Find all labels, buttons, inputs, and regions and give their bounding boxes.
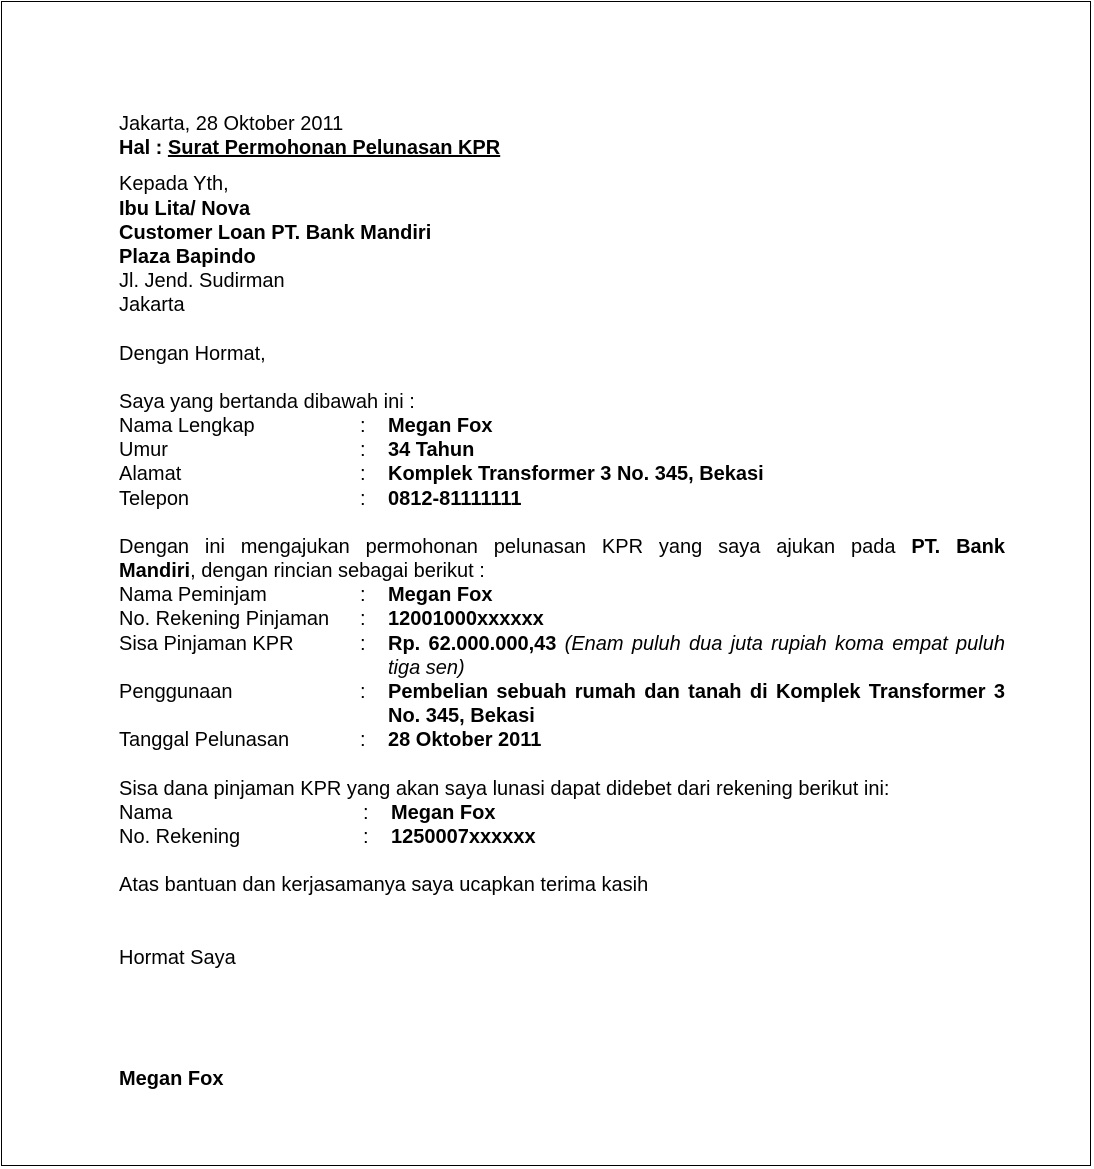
field-label: Tanggal Pelunasan [119,729,290,752]
letter-body [119,112,1005,1091]
field-row [119,414,1005,438]
field-label: No. Rekening Pinjaman [119,608,330,631]
request-intro-text: Dengan ini mengajukan permohonan pelunasan KPR yang saya ajukan pada [119,535,912,558]
field-value: 0812-81111111 [388,487,522,510]
field-colon: : [363,826,369,849]
loan-amount-words: (Enam puluh dua juta rupiah koma empat puluh tiga sen) [388,632,1005,679]
recipient-block [119,172,1005,317]
field-value [388,632,1005,680]
closing-text: Atas bantuan dan kerjasamanya saya ucapkan terima kasih [119,874,649,897]
applicant-block [119,390,1005,511]
field-label: Umur [119,439,168,462]
signature-name: Megan Fox [119,1067,224,1090]
field-label: Nama Peminjam [119,584,267,607]
recipient-city: Jakarta [119,294,185,317]
subject-line [119,136,1005,160]
field-value: Megan Fox [388,415,493,438]
field-label: Sisa Pinjaman KPR [119,632,294,655]
subject-text: Surat Permohonan Pelunasan KPR [167,137,501,160]
field-colon: : [360,681,366,704]
debit-block [119,777,1005,850]
field-colon: : [360,608,366,631]
field-label: No. Rekening [119,826,241,849]
field-label: Nama [119,801,173,824]
field-label: Alamat [119,463,182,486]
field-colon: : [360,729,366,752]
field-row [119,801,1005,825]
debit-intro: Sisa dana pinjaman KPR yang akan saya lunasi dapat didebet dari rekening berikut ini: [119,777,890,800]
field-row [119,438,1005,462]
field-label: Penggunaan [119,681,233,704]
field-row [119,825,1005,849]
signoff: Hormat Saya [119,947,236,970]
field-row [119,607,1005,631]
applicant-intro: Saya yang bertanda dibawah ini : [119,390,415,413]
recipient-street: Jl. Jend. Sudirman [119,270,285,293]
request-intro-line2 [119,559,1005,583]
field-value: Megan Fox [388,584,493,607]
field-colon: : [360,584,366,607]
field-row [119,462,1005,486]
field-value: Komplek Transformer 3 No. 345, Bekasi [388,463,764,486]
recipient-name: Ibu Lita/ Nova [119,197,251,220]
recipient-greeting: Kepada Yth, [119,173,229,196]
request-intro-line1 [119,535,1005,559]
request-bank-part2: Mandiri [119,560,191,583]
field-colon: : [360,632,366,655]
field-colon: : [360,439,366,462]
field-row [119,487,1005,511]
field-value: 12001000xxxxxx [388,608,544,631]
request-intro-tail: , dengan rincian sebagai berikut : [190,560,485,583]
field-colon: : [360,487,366,510]
field-label: Nama Lengkap [119,415,255,438]
field-colon: : [360,415,366,438]
loan-amount: Rp. 62.000.000,43 [388,632,557,655]
recipient-building: Plaza Bapindo [119,246,256,269]
subject-label: Hal : [119,137,168,160]
field-value: Megan Fox [391,801,496,824]
salutation: Dengan Hormat, [119,342,266,365]
field-row [119,632,1005,680]
request-bank-part1: PT. Bank [911,535,1005,558]
field-value: Pembelian sebuah rumah dan tanah di Komplek Transformer 3 No. 345, Bekasi [388,681,1005,728]
field-row [119,728,1005,752]
field-colon: : [360,463,366,486]
field-label: Telepon [119,487,190,510]
document-page [1,1,1091,1166]
field-colon: : [363,801,369,824]
field-row [119,680,1005,728]
request-block [119,535,1005,753]
field-row [119,583,1005,607]
recipient-department: Customer Loan PT. Bank Mandiri [119,221,432,244]
field-value: 1250007xxxxxx [391,826,536,849]
field-value: 34 Tahun [388,439,475,462]
field-value: 28 Oktober 2011 [388,729,542,752]
place-date: Jakarta, 28 Oktober 2011 [119,113,344,135]
